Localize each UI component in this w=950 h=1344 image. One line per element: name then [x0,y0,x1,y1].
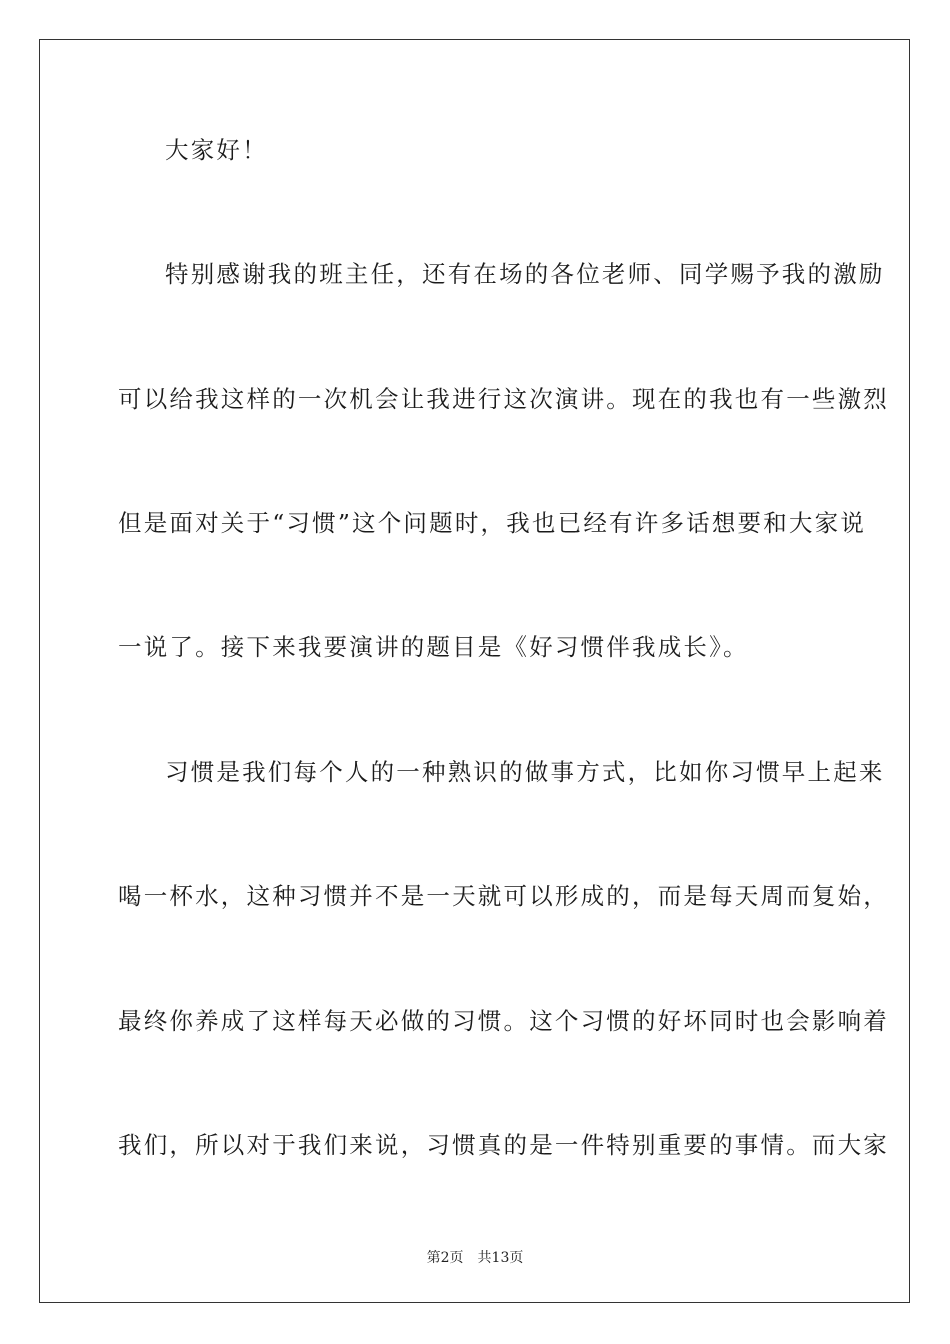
page-footer [0,1247,950,1267]
text-line: 可以给我这样的一次机会让我进行这次演讲。现在的我也有一些激烈 [118,385,889,413]
text-line: 一说了。接下来我要演讲的题目是《好习惯伴我成长》。 [118,633,749,661]
page-number: 第2页 [426,1250,464,1266]
page-total: 共13页 [477,1250,524,1266]
text-line: 特别感谢我的班主任，还有在场的各位老师、同学赐予我的激励 [165,260,885,288]
text-line: 喝一杯水，这种习惯并不是一天就可以形成的，而是每天周而复始， [118,882,889,910]
text-line: 最终你养成了这样每天必做的习惯。这个习惯的好坏同时也会影响着 [118,1007,889,1035]
text-line: 习惯是我们每个人的一种熟识的做事方式，比如你习惯早上起来 [165,758,885,786]
text-line-greeting: 大家好！ [165,136,268,164]
text-line: 但是面对关于“习惯”这个问题时，我也已经有许多话想要和大家说 [118,509,867,537]
page-border [39,39,910,1303]
text-line: 我们，所以对于我们来说，习惯真的是一件特别重要的事情。而大家 [118,1131,889,1159]
